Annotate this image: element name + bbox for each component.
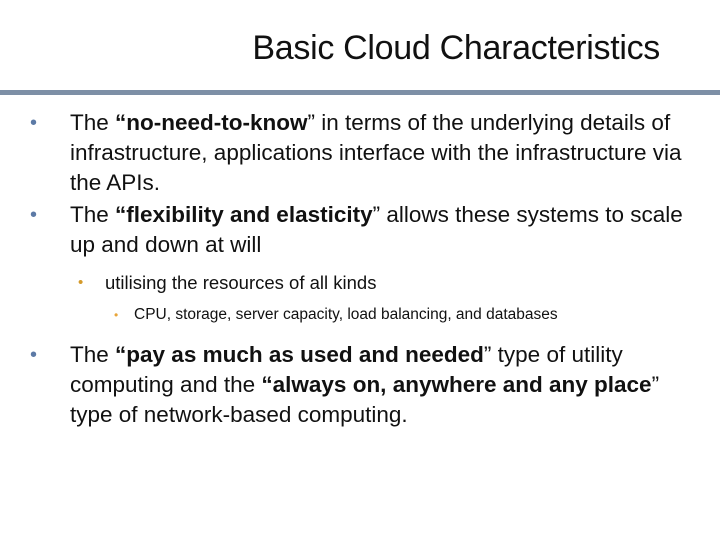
bullet-pay-as-used [30,340,700,430]
bullet-flexibility-elasticity [30,200,700,260]
sub-bullet-resources [30,270,700,296]
bullet-dot-icon: • [30,112,38,134]
sub-bullet-text: utilising the resources of all kinds [105,272,377,293]
bullet-text: The [70,110,116,135]
sub-sub-bullet-text: CPU, storage, server capacity, load balancing, and databases [134,306,558,323]
bullet-bold-phrase: “pay as much as used and needed [115,342,484,367]
sub-bullet-dot-icon: • [78,274,84,291]
slide-title: Basic Cloud Characteristics [252,29,660,67]
bullet-text: ” allows these systems to scale up and down at will [70,202,683,257]
sub-sub-bullet-resource-kinds [30,304,700,326]
bullet-bold-phrase: “no-need-to-know [115,110,308,135]
bullet-text: ” type of utility computing and the [70,342,623,397]
title-divider [0,90,720,95]
slide-content [30,108,700,432]
bullet-text: ” type of network-based computing. [70,372,660,427]
bullet-bold-phrase: “flexibility and elasticity [115,202,373,227]
bullet-dot-icon: • [30,204,38,226]
bullet-no-need-to-know [30,108,700,198]
bullet-text: The [70,202,116,227]
sub-sub-bullet-dot-icon: • [114,308,119,322]
bullet-text: ” in terms of the underlying details of infrastructure, applications interface with the infrastructure via the APIs. [70,110,682,195]
bullet-dot-icon: • [30,344,38,366]
bullet-text: The [70,342,116,367]
bullet-bold-phrase: “always on, anywhere and any place [261,372,652,397]
